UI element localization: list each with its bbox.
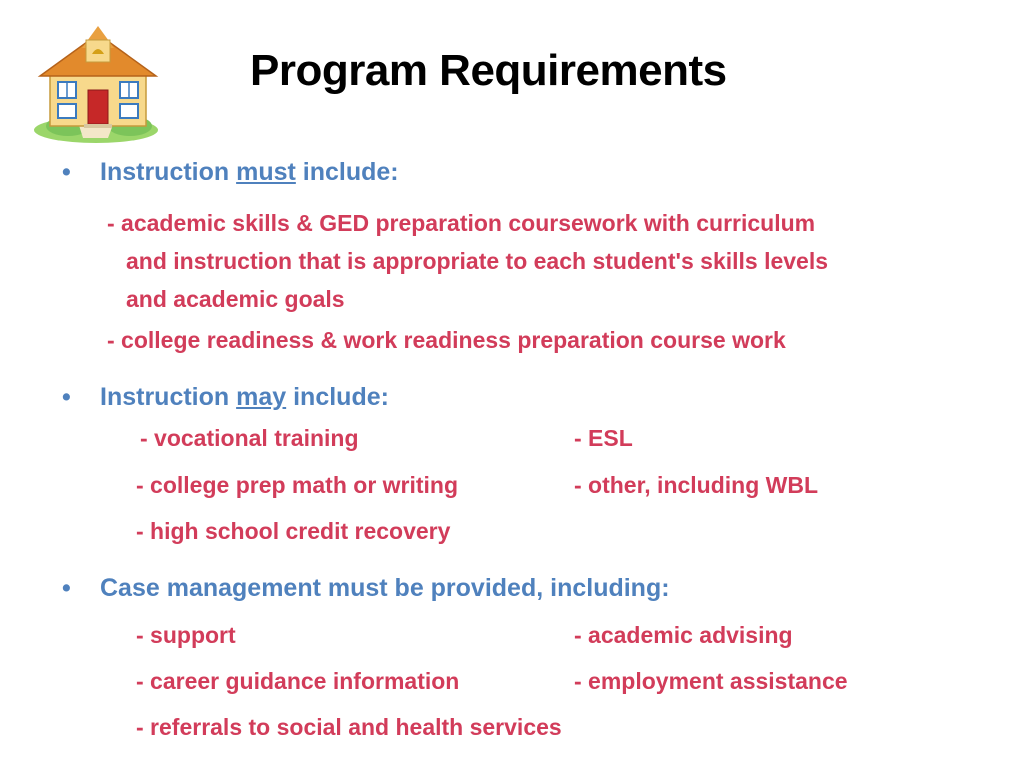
may-item: - high school credit recovery bbox=[136, 518, 451, 544]
heading-emphasis: must bbox=[236, 158, 296, 186]
section-heading-must bbox=[100, 158, 399, 187]
bullet-marker: • bbox=[62, 574, 71, 602]
must-item-college: - college readiness & work readiness preparation course work bbox=[107, 327, 786, 353]
heading-prefix: Instruction bbox=[100, 383, 237, 411]
heading-prefix: Instruction bbox=[100, 158, 237, 186]
case-item: - referrals to social and health services bbox=[136, 714, 562, 740]
bullet-marker: • bbox=[62, 383, 71, 411]
case-item: - academic advising bbox=[574, 622, 793, 648]
bullet-marker: • bbox=[62, 158, 71, 186]
case-item: - employment assistance bbox=[574, 668, 848, 694]
must-item-academic bbox=[107, 204, 967, 318]
must-item-line: and instruction that is appropriate to each student's skills levels bbox=[126, 248, 829, 274]
may-item: - vocational training bbox=[140, 425, 359, 451]
heading-suffix: include: bbox=[295, 158, 399, 186]
case-item: - support bbox=[136, 622, 236, 648]
must-item-line: - academic skills & GED preparation coursework with curriculum bbox=[107, 210, 816, 236]
heading-suffix: include: bbox=[286, 383, 389, 411]
section-heading-may bbox=[100, 383, 389, 412]
may-item: - college prep math or writing bbox=[136, 472, 459, 498]
section-heading-case-management: Case management must be provided, including: bbox=[100, 574, 670, 602]
schoolhouse-icon bbox=[28, 18, 168, 146]
may-item: - other, including WBL bbox=[574, 472, 819, 498]
must-item-line: and academic goals bbox=[126, 286, 345, 312]
page-title: Program Requirements bbox=[250, 46, 727, 95]
case-item: - career guidance information bbox=[136, 668, 460, 694]
heading-emphasis: may bbox=[236, 383, 287, 411]
may-item: - ESL bbox=[574, 425, 633, 451]
